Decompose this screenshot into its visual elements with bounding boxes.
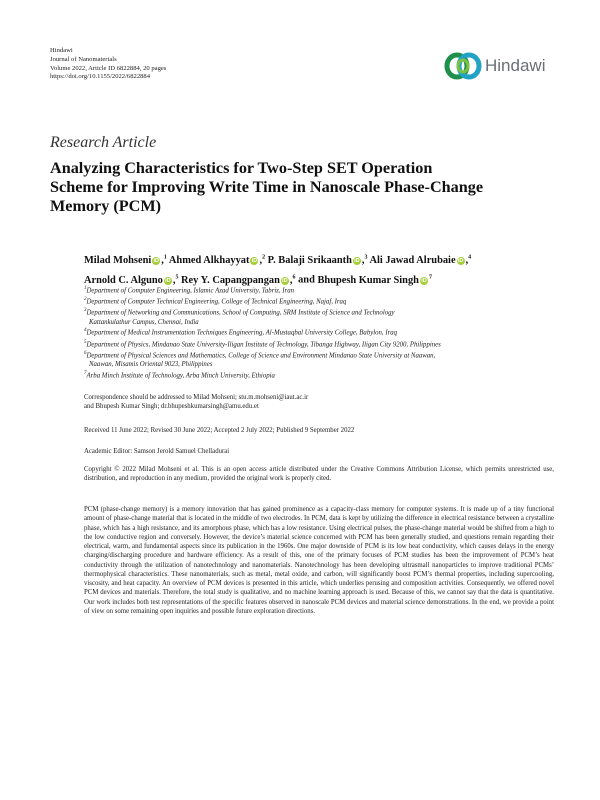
affiliation-text: Naawan, Misamis Oriental 9023, Philippines bbox=[89, 360, 213, 368]
affiliation-number: 5 bbox=[175, 274, 179, 281]
affiliation-text: Department of Medical Instrumentation Techniques Engineering, Al-Mustaqbal University College, Babylon, Iraq bbox=[86, 329, 398, 337]
affiliation-number: 5 bbox=[84, 339, 87, 345]
author-name: Milad Mohseni bbox=[84, 255, 152, 267]
correspondence bbox=[84, 393, 554, 412]
orcid-icon[interactable]: iD bbox=[251, 258, 258, 265]
orcid-icon[interactable]: iD bbox=[421, 277, 427, 284]
affiliation-number: 2 bbox=[84, 297, 87, 303]
publication-dates: Received 11 June 2022; Revised 30 June 2022; Accepted 2 July 2022; Published 9 September 2022 bbox=[84, 427, 355, 434]
hindawi-logo[interactable] bbox=[443, 47, 555, 85]
affiliation-line bbox=[84, 370, 564, 381]
orcid-icon[interactable]: iD bbox=[282, 277, 288, 284]
journal-name: Journal of Nanomaterials bbox=[50, 55, 117, 63]
author-name: P. Balaji Srikaanth bbox=[267, 255, 352, 267]
affiliation-text: Kattankulathur Campus, Chennai, India bbox=[89, 318, 199, 326]
hindawi-rings-icon bbox=[443, 47, 483, 85]
author: Arnold C. Alguno iD ,$^5$ bbox=[84, 274, 179, 286]
affiliation-number: 6 bbox=[292, 274, 296, 281]
affiliation-list bbox=[84, 285, 564, 381]
author: Rey Y. Capangpangan iD ,$^6$ bbox=[181, 274, 296, 286]
affiliation-text: Department of Computer Engineering, Islamic Azad University, Tabriz, Iran bbox=[86, 287, 294, 295]
orcid-icon[interactable]: iD bbox=[354, 258, 360, 265]
academic-editor: Academic Editor: Samson Jerold Samuel Chelladurai bbox=[84, 448, 230, 455]
title-line: Scheme for Improving Write Time in Nanoscale Phase-Change bbox=[50, 178, 484, 196]
affiliation-line bbox=[84, 285, 564, 296]
affiliation-number: 4 bbox=[468, 255, 472, 261]
abstract-text: PCM (phase-change memory) is a memory innovation that has gained prominence as a capacity-class memory for computer systems. It is made up of a tiny functional amount of phase-change material that is located in the middle of two electrodes. In PCM, data is kept by utilizing the difference in electrical resistance between a crystalline phase, which has a high resistance, and its amorphous phase, which has a low resistance. Using electrical pulses, the phase-change material would be shifted from a high to the low conductive region and conversely. However, the device’s material science concerned with PCM has been generally studied, and questions remain regarding their electrical, warm, and fundamental aspects since its publication in the 1960s. One major downside of PCM is its low heat conductivity, which causes delays in the energy charging/discharging procedure and hardware efficiency. As a result of this, one of the primary focuses of PCM studies has been the improvement of PCM’s heat conductivity through the utilization of nanotechnology and nanomaterials. Nanotechnology has been developing ultrasmall nanoparticles to improve traditional PCMs’ thermophysical characteristics. These nanomaterials, such as metal, metal oxide, and carbon, will significantly boost PCM’s thermal properties, including supercooling, viscosity, and heat capacity. An overview of PCM devices is presented in this article, which underlies perusing and composition activities. Consequently, we offered novel PCM devices and materials. Therefore, the total study is qualitative, and no machine learning approach is used. Because of this, we cannot say that the data is quantitative. Our work includes both test representations of the specific features observed in nanoscale PCM devices and material science demonstrations. In the end, we provide a point of view on some remaining open inquiries and possible future exploration directions. bbox=[84, 506, 554, 615]
orcid-icon[interactable]: iD bbox=[457, 258, 464, 265]
article-type: Research Article bbox=[50, 134, 157, 151]
affiliation-number: 4 bbox=[84, 328, 87, 334]
affiliation-number: 3 bbox=[84, 308, 87, 314]
author-name: Rey Y. Capangpangan bbox=[181, 274, 280, 286]
affiliation-line bbox=[84, 307, 564, 318]
affiliation-number: 1 bbox=[84, 286, 87, 291]
author-connector: and bbox=[298, 274, 315, 286]
affiliation-number: 1 bbox=[163, 255, 167, 261]
author: Ali Jawad Alrubaie iD ,$^4$ bbox=[369, 255, 472, 267]
paper-title bbox=[50, 159, 550, 216]
orcid-icon[interactable]: iD bbox=[165, 277, 171, 284]
orcid-icon[interactable]: iD bbox=[153, 258, 160, 265]
author: Milad Mohseni iD ,$^1$ bbox=[84, 255, 167, 267]
title-line: Analyzing Characteristics for Two-Step SET Operation bbox=[50, 159, 433, 177]
affiliation-text: Department of Physics, Mindanao State University-Iligan Institute of Technology, Tibanga Highway, Iligan City 9200, Philippines bbox=[86, 340, 441, 348]
affiliation-line bbox=[84, 296, 564, 307]
correspondence-line: and Bhupesh Kumar Singh; dr.bhupeshkumarsingh@amu.edu.et bbox=[84, 403, 259, 411]
correspondence-line: Correspondence should be addressed to Milad Mohseni; stu.m.mohseni@iaut.ac.ir bbox=[84, 394, 309, 401]
author-name: Bhupesh Kumar Singh bbox=[317, 274, 419, 286]
affiliation-text: Arba Minch Institute of Technology, Arba Minch University, Ethiopia bbox=[86, 372, 275, 380]
author: P. Balaji Srikaanth iD ,$^3$ bbox=[267, 255, 368, 267]
affiliation-text: Department of Computer Technical Engineering, College of Technical Engineering, Najaf, Iraq bbox=[86, 298, 347, 306]
author: Ahmed Alkhayyat iD ,$^2$ bbox=[168, 255, 266, 267]
author-name: Ali Jawad Alrubaie bbox=[369, 255, 456, 267]
logo-wordmark: Hindawi bbox=[485, 56, 546, 75]
doi-link[interactable]: https://doi.org/10.1155/2022/6822884 bbox=[50, 73, 151, 81]
volume-line: Volume 2022, Article ID 6822884, 20 pages bbox=[50, 64, 167, 72]
author-name: Arnold C. Alguno bbox=[84, 274, 163, 286]
affiliation-number: 3 bbox=[364, 255, 368, 261]
affiliation-text: Department of Networking and Communications, School of Computing, SRM Institute of Science and Technology bbox=[86, 309, 395, 317]
affiliation-line bbox=[84, 319, 564, 328]
affiliation-text: Department of Physical Sciences and Mathematics, College of Science and Environment Mindanao State University at Naawan, bbox=[86, 352, 436, 360]
title-line: Memory (PCM) bbox=[50, 197, 162, 215]
affiliation-number: 7 bbox=[428, 274, 432, 281]
author-name: Ahmed Alkhayyat bbox=[168, 255, 250, 267]
copyright-notice: Copyright © 2022 Milad Mohseni et al. This is an open access article distributed under the Creative Commons Attribution License, which permits unrestricted use, distribution, and reproduction in any medium, provided the original work is properly cited. bbox=[84, 466, 554, 483]
affiliation-number: 2 bbox=[262, 255, 266, 261]
journal-meta bbox=[50, 47, 166, 82]
affiliation-line bbox=[84, 339, 564, 350]
affiliation-number: 6 bbox=[84, 350, 87, 356]
affiliation-line bbox=[84, 327, 564, 338]
author-list bbox=[84, 250, 554, 289]
affiliation-line bbox=[84, 350, 564, 361]
affiliation-number: 7 bbox=[84, 370, 87, 376]
publisher-line: Hindawi bbox=[50, 47, 73, 54]
affiliation-line bbox=[84, 361, 564, 370]
